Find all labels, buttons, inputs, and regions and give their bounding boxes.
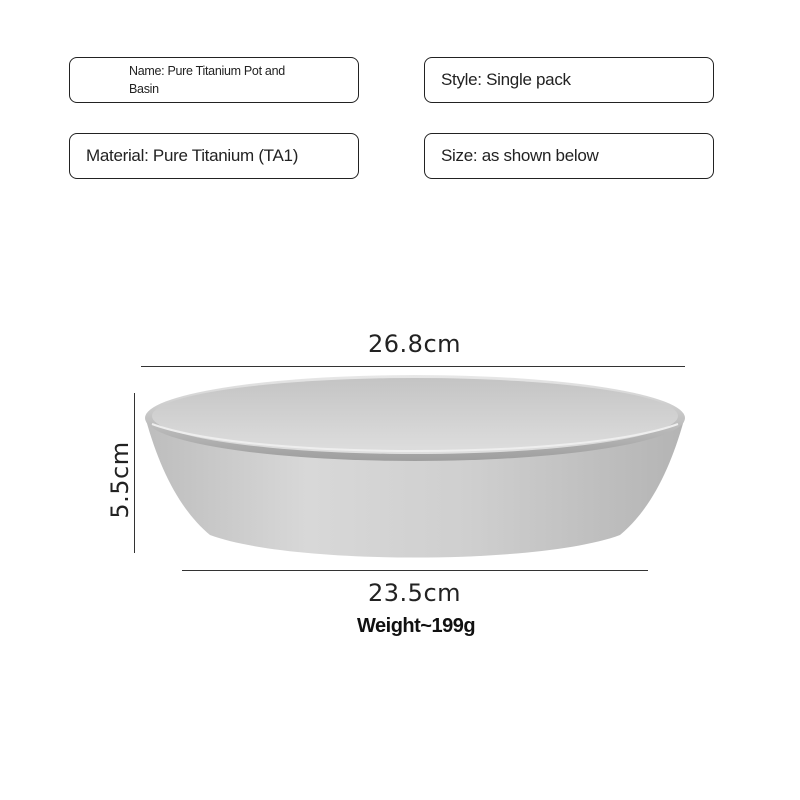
- bottom-dimension-line: [182, 570, 648, 571]
- spec-material-text: Material: Pure Titanium (TA1): [86, 146, 299, 165]
- spec-name-text: Name: Pure Titanium Pot and Basin: [129, 64, 285, 96]
- titanium-pan-image: [130, 360, 700, 570]
- spec-size-text: Size: as shown below: [441, 146, 599, 165]
- height-dimension-line: [134, 393, 135, 553]
- top-diameter-label: 26.8cm: [368, 330, 462, 358]
- height-label: 5.5cm: [106, 441, 134, 519]
- weight-label: Weight~199g: [357, 615, 476, 637]
- pan-inner: [152, 378, 678, 454]
- spec-material-box: [69, 133, 359, 179]
- spec-style-box: [424, 57, 714, 103]
- spec-size-box: [424, 133, 714, 179]
- bottom-diameter-label: 23.5cm: [368, 579, 462, 607]
- spec-name-box: [69, 57, 359, 103]
- spec-style-text: Style: Single pack: [441, 70, 571, 89]
